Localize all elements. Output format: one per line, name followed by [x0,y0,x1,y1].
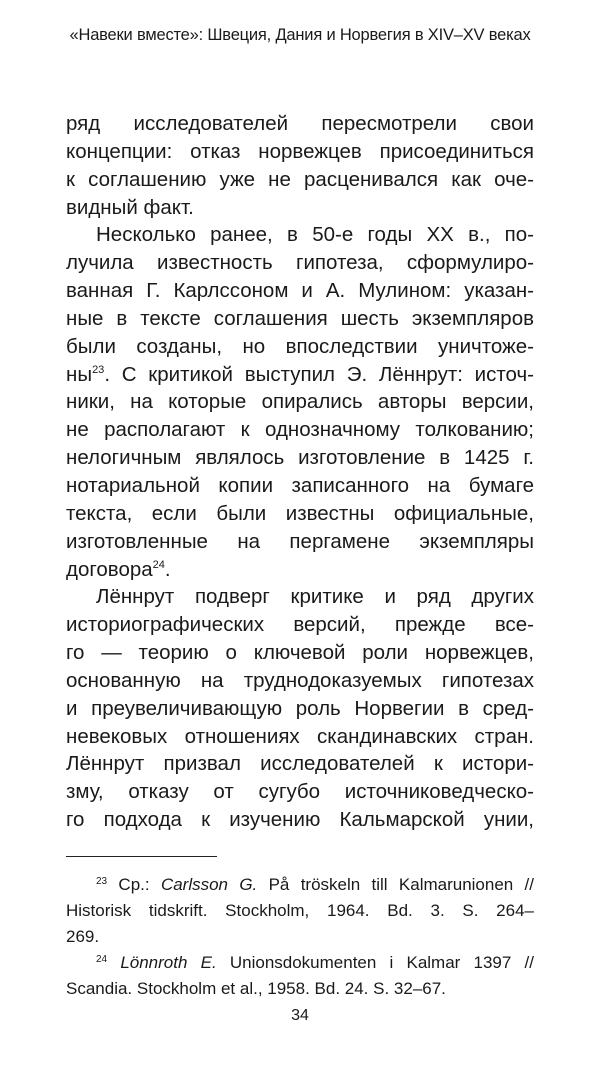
text-line: не располагают к однозначному толкованию; [66,418,534,442]
text-line: ные в тексте соглашения шесть экземпляров [66,306,534,330]
footnote-24-line [66,950,534,976]
text-line: нелогичным являлось изготовление в 1425 г. [66,446,534,470]
text-segment: договора [66,557,153,581]
text-segment: ны [66,362,93,386]
running-header: «Навеки вместе»: Швеция, Дания и Норвегия в XIV–XV веках [69,26,531,44]
text-line: основанную на труднодоказуемых гипотезах [66,668,534,692]
footnote-text: Unionsdokumenten i Kalmar 1397 // [216,953,534,972]
text-line: были созданы, но впоследствии уничтоже- [66,334,534,358]
text-line: лучила известность гипотеза, сформулиро- [66,251,534,275]
text-line [66,361,534,389]
text-line: видный факт. [66,195,194,219]
text-line: го — теорию о ключевой роли норвежцев, [66,641,534,665]
text-line: ванная Г. Карлссоном и А. Мулином: указан- [66,279,534,303]
footnote-number: 24 [96,954,108,965]
text-line: Лённрут призвал исследователей к истори- [66,752,534,776]
text-line: го подхода к изучению Кальмарской унии, [66,808,534,832]
body-text [66,110,534,834]
text-line: и преувеличивающую роль Норвегии в сред- [66,696,534,720]
footnote-23-line [66,872,534,898]
text-line: изготовленные на пергамене экземпляры [66,529,534,553]
text-line: к соглашению уже не расценивался как оче- [66,167,534,191]
text-line: концепции: отказ норвежцев присоединиться [66,139,534,163]
text-line: Несколько ранее, в 50-е годы XX в., по- [96,223,534,247]
footnote-author: Lönnroth E. [120,953,217,972]
text-line: зму, отказу от сугубо источниковедческо- [66,780,534,804]
footnote-divider [66,856,217,857]
text-line: невековых отношениях скандинавских стран. [66,724,534,748]
footnote-ref-23[interactable]: 23 [92,363,105,376]
text-line [66,556,534,584]
footnote-ref-24[interactable]: 24 [152,558,165,571]
text-line: нотариальной копии записанного на бумаге [66,473,534,497]
footnote-23-line: Historisk tidskrift. Stockholm, 1964. Bd. 3. S. 264– [66,901,534,920]
text-segment: . С критикой выступил Э. Лённрут: источ- [104,362,534,386]
text-line: Лённрут подверг критике и ряд других [96,585,534,609]
footnote-23-line: 269. [66,927,100,946]
footnotes [66,872,534,1002]
page-number: 34 [291,1007,309,1024]
footnote-text: På tröskeln till Kalmarunionen // [257,875,535,894]
text-line: ники, на которые опирались авторы версии, [66,390,534,414]
text-segment: . [164,557,171,581]
text-line: ряд исследователей пересмотрели свои [66,112,534,135]
footnote-author: Carlsson G. [160,875,258,894]
footnote-24-line: Scandia. Stockholm et al., 1958. Bd. 24. S. 32–67. [66,979,446,998]
text-line: текста, если были известны официальные, [66,501,534,525]
footnote-prefix: Ср.: [107,875,161,894]
footnote-number: 23 [96,876,108,887]
text-line: историографических версий, прежде все- [66,613,534,637]
